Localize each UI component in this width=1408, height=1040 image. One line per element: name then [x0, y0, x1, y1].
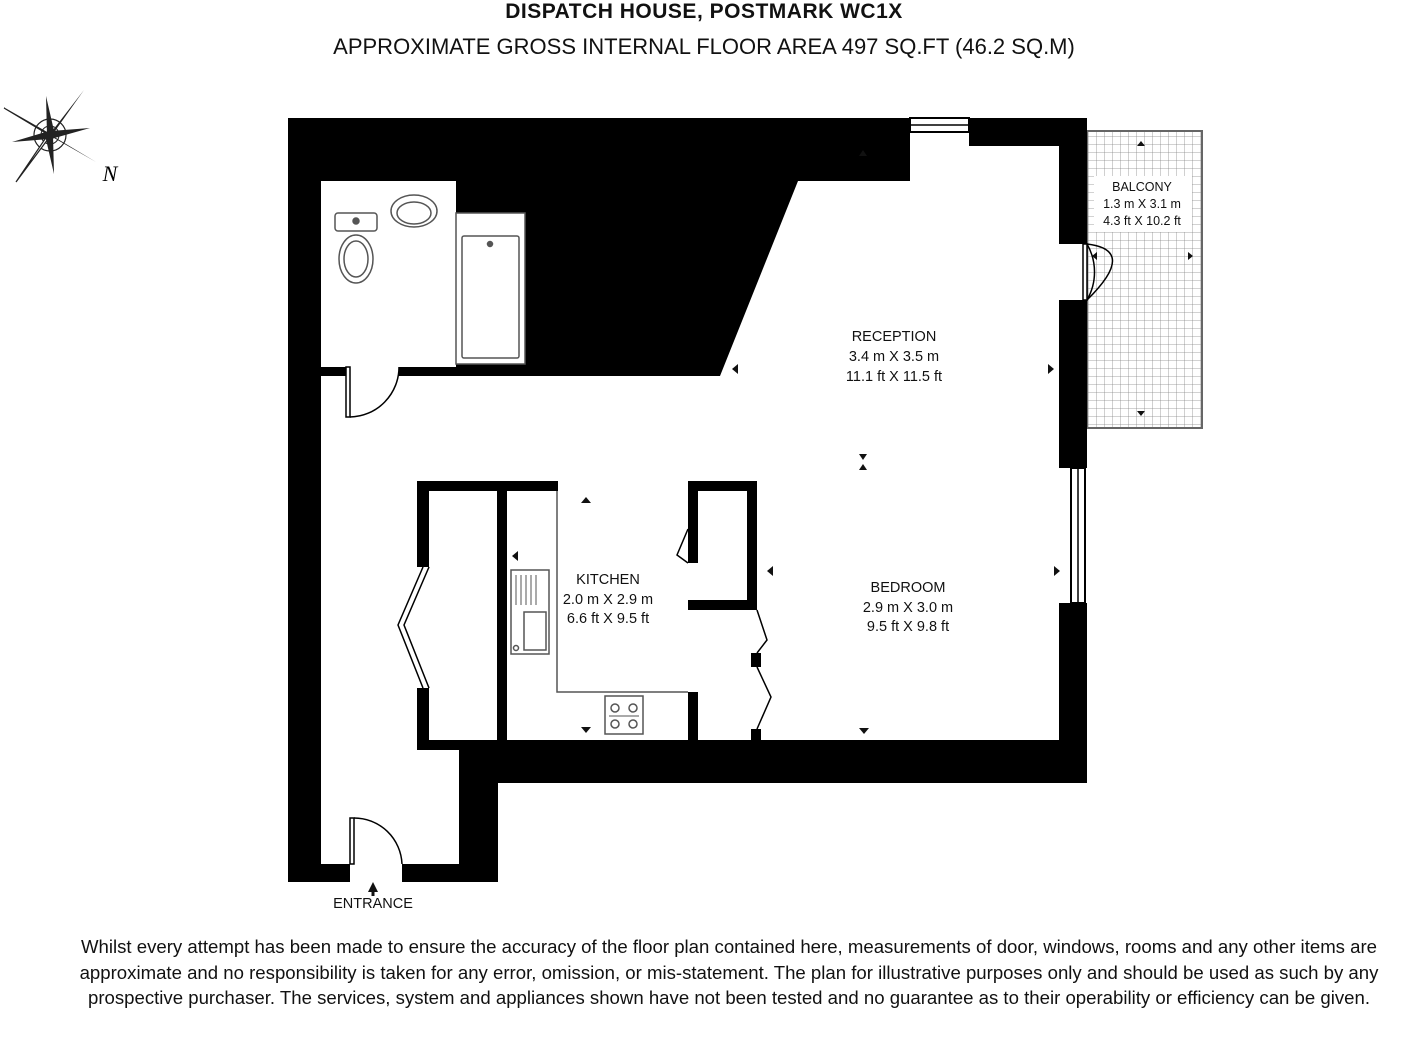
bedroom-label	[863, 580, 953, 635]
walls	[288, 118, 1087, 882]
balcony-label	[1103, 180, 1181, 228]
kitchen-name: KITCHEN	[576, 572, 640, 588]
plan-title: DISPATCH HOUSE, POSTMARK WC1X	[505, 0, 903, 23]
bedroom-metric: 2.9 m X 3.0 m	[862, 600, 954, 616]
entrance-label: ENTRANCE	[333, 896, 413, 912]
reception-name: RECEPTION	[851, 329, 937, 345]
bathroom-fixtures	[335, 195, 525, 364]
balcony-imperial: 4.3 ft X 10.2 ft	[1103, 214, 1181, 228]
north-label: N	[102, 161, 118, 186]
balcony-metric: 1.3 m X 3.1 m	[1103, 197, 1181, 211]
reception-metric: 3.4 m X 3.5 m	[848, 349, 940, 365]
disclaimer-text: Whilst every attempt has been made to ensure the accuracy of the floor plan contained here, measurements of door, windows, rooms and any other items are approximate and no responsibility is taken for any error, omission, or mis-statement. The plan for illustrative purposes only and should be used as such by any prospective purchaser. The services, system and appliances shown have not been tested and no guarantee as to their operability or efficiency can be given.	[79, 936, 1379, 1008]
balcony-name: BALCONY	[1112, 180, 1172, 194]
reception-imperial: 11.1 ft X 11.5 ft	[845, 369, 943, 385]
reception-label	[846, 329, 942, 385]
floor-area-subtitle: APPROXIMATE GROSS INTERNAL FLOOR AREA 497 SQ.FT (46.2 SQ.M)	[333, 34, 1075, 59]
kitchen-metric: 2.0 m X 2.9 m	[562, 592, 654, 608]
compass-rose-icon	[4, 90, 119, 186]
bedroom-name: BEDROOM	[870, 580, 946, 596]
kitchen-imperial: 6.6 ft X 9.5 ft	[566, 611, 650, 627]
bedroom-imperial: 9.5 ft X 9.8 ft	[866, 619, 950, 635]
kitchen-label	[563, 572, 653, 627]
